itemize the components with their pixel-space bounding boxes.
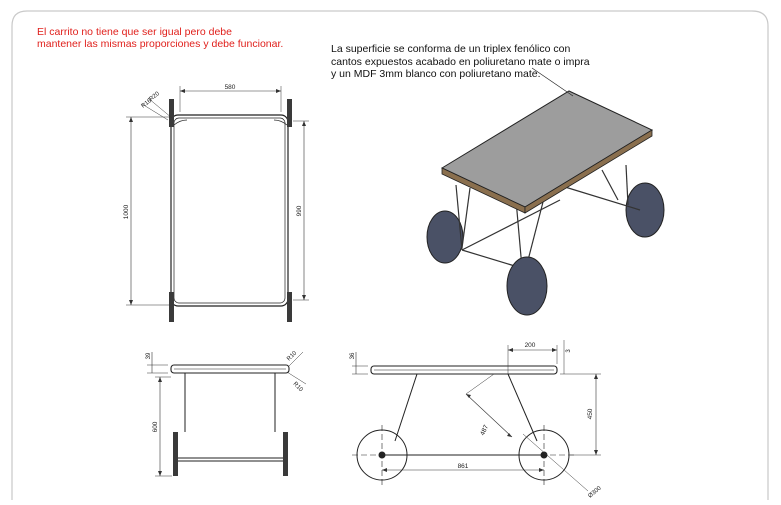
side-gap-dim: 3 — [566, 349, 572, 353]
sheet-border — [12, 11, 768, 500]
front-thickness-dim: 39 — [146, 352, 152, 360]
side-wheelbase-dim: 861 — [457, 463, 469, 470]
front-height-dim: 600 — [152, 421, 159, 433]
top-inner-length-dim: 990 — [296, 205, 303, 217]
front-radius-b: R10 — [291, 381, 304, 394]
isometric-view — [427, 68, 664, 315]
surface-note: La superficie se conforma de un triplex fenólico con cantos expuestos acabado en poliuretano mate o impra y un MDF 3mm blanco con poliuretano mate. — [331, 43, 590, 80]
top-view — [126, 86, 309, 322]
side-thickness-dim: 36 — [350, 352, 356, 360]
proportions-note: El carrito no tiene que ser igual pero debe mantener las mismas proporciones y debe funcionar. — [37, 26, 284, 50]
side-wheel-diameter-dim: Ø300 — [587, 485, 603, 500]
side-overhang-dim: 200 — [524, 342, 536, 349]
top-radius-a: R20 — [148, 91, 161, 103]
top-length-dim: 1000 — [123, 204, 130, 220]
top-width-dim: 580 — [224, 84, 236, 91]
front-view — [147, 352, 306, 476]
side-diagonal-dim: 487 — [479, 423, 491, 437]
side-height-dim: 450 — [587, 408, 594, 420]
top-radius-b: R16 — [140, 98, 153, 110]
side-view — [352, 340, 601, 491]
front-radius-a: R10 — [286, 350, 299, 363]
